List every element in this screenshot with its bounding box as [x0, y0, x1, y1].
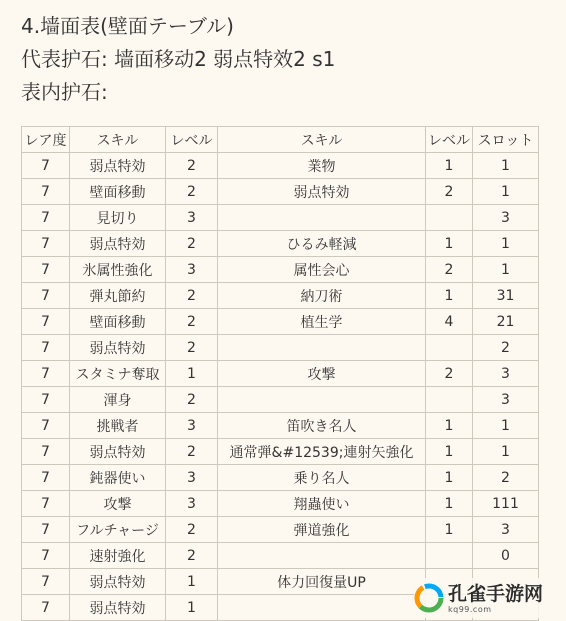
table-row	[22, 335, 539, 361]
cell-skill-1: 壁面移動	[70, 179, 166, 205]
watermark-text-block	[448, 583, 543, 614]
cell-skill-1: 速射強化	[70, 543, 166, 569]
cell-skill-1: 渾身	[70, 387, 166, 413]
cell-level-2: 1	[426, 517, 473, 543]
table-row	[22, 387, 539, 413]
cell-rarity: 7	[22, 439, 70, 465]
column-header-level-2: レベル	[426, 127, 473, 153]
column-header-rarity: レア度	[22, 127, 70, 153]
cell-skill-1: 弾丸節約	[70, 283, 166, 309]
cell-level-1: 3	[166, 257, 218, 283]
cell-skill-1: 弱点特効	[70, 231, 166, 257]
table-row	[22, 361, 539, 387]
cell-slots: 3	[473, 205, 539, 231]
cell-level-1: 3	[166, 465, 218, 491]
cell-skill-1: 弱点特効	[70, 569, 166, 595]
cell-slots: 0	[473, 543, 539, 569]
cell-level-1: 3	[166, 491, 218, 517]
column-header-skill-1: スキル	[70, 127, 166, 153]
cell-level-2: 1	[426, 283, 473, 309]
cell-skill-1: 弱点特効	[70, 595, 166, 621]
cell-skill-2	[218, 205, 426, 231]
cell-rarity: 7	[22, 335, 70, 361]
cell-level-1: 2	[166, 283, 218, 309]
cell-level-2: 2	[426, 257, 473, 283]
cell-skill-2: 弾道強化	[218, 517, 426, 543]
cell-skill-2	[218, 387, 426, 413]
cell-skill-2: 植生学	[218, 309, 426, 335]
table-row	[22, 309, 539, 335]
cell-level-2: 1	[426, 491, 473, 517]
table-row	[22, 439, 539, 465]
cell-skill-2	[218, 335, 426, 361]
cell-rarity: 7	[22, 595, 70, 621]
cell-skill-1: 挑戦者	[70, 413, 166, 439]
cell-rarity: 7	[22, 205, 70, 231]
cell-skill-1: スタミナ奪取	[70, 361, 166, 387]
cell-level-2: 1	[426, 231, 473, 257]
cell-skill-2	[218, 595, 426, 621]
column-header-skill-2: スキル	[218, 127, 426, 153]
cell-skill-1: 弱点特効	[70, 439, 166, 465]
cell-slots: 111	[473, 491, 539, 517]
table-row	[22, 231, 539, 257]
cell-skill-1: 攻撃	[70, 491, 166, 517]
cell-level-1: 1	[166, 361, 218, 387]
watermark-domain: kq99.com	[448, 604, 492, 614]
table-row	[22, 179, 539, 205]
cell-level-1: 2	[166, 439, 218, 465]
cell-level-2: 2	[426, 361, 473, 387]
cell-level-2	[426, 387, 473, 413]
cell-level-2	[426, 543, 473, 569]
cell-level-1: 2	[166, 543, 218, 569]
cell-slots: 1	[473, 257, 539, 283]
cell-skill-1: 弱点特効	[70, 153, 166, 179]
table-row	[22, 283, 539, 309]
cell-skill-2: ひるみ軽減	[218, 231, 426, 257]
cell-rarity: 7	[22, 465, 70, 491]
watermark-name: 孔雀手游网	[448, 582, 544, 605]
cell-skill-2: 笛吹き名人	[218, 413, 426, 439]
cell-skill-2: 攻撃	[218, 361, 426, 387]
cell-skill-2: 体力回復量UP	[218, 569, 426, 595]
cell-skill-2: 業物	[218, 153, 426, 179]
cell-skill-1: 弱点特効	[70, 335, 166, 361]
table-body	[22, 153, 539, 621]
cell-slots: 31	[473, 283, 539, 309]
cell-level-1: 2	[166, 231, 218, 257]
cell-skill-2: 乗り名人	[218, 465, 426, 491]
cell-slots: 3	[473, 361, 539, 387]
cell-level-1: 2	[166, 387, 218, 413]
cell-skill-2: 通常弾&#12539;連射矢強化	[218, 439, 426, 465]
cell-rarity: 7	[22, 361, 70, 387]
cell-level-1: 2	[166, 179, 218, 205]
cell-rarity: 7	[22, 569, 70, 595]
cell-level-1: 2	[166, 517, 218, 543]
cell-skill-1: 見切り	[70, 205, 166, 231]
table-row	[22, 543, 539, 569]
table-header-row	[22, 127, 539, 153]
cell-slots: 2	[473, 465, 539, 491]
cell-skill-2	[218, 543, 426, 569]
cell-rarity: 7	[22, 231, 70, 257]
cell-skill-1: フルチャージ	[70, 517, 166, 543]
site-watermark	[414, 578, 564, 618]
cell-rarity: 7	[22, 543, 70, 569]
cell-level-1: 3	[166, 205, 218, 231]
cell-level-2: 1	[426, 439, 473, 465]
cell-slots: 2	[473, 335, 539, 361]
cell-level-1: 2	[166, 309, 218, 335]
cell-slots: 1	[473, 231, 539, 257]
cell-level-2: 1	[426, 465, 473, 491]
cell-level-2: 4	[426, 309, 473, 335]
cell-slots: 21	[473, 309, 539, 335]
cell-rarity: 7	[22, 257, 70, 283]
cell-slots: 3	[473, 517, 539, 543]
cell-rarity: 7	[22, 491, 70, 517]
cell-skill-1: 氷属性強化	[70, 257, 166, 283]
cell-level-2: 1	[426, 153, 473, 179]
cell-rarity: 7	[22, 283, 70, 309]
cell-slots: 1	[473, 153, 539, 179]
cell-slots: 3	[473, 387, 539, 413]
cell-level-1: 1	[166, 569, 218, 595]
cell-slots: 1	[473, 413, 539, 439]
table-row	[22, 257, 539, 283]
cell-rarity: 7	[22, 517, 70, 543]
cell-rarity: 7	[22, 153, 70, 179]
cell-rarity: 7	[22, 179, 70, 205]
cell-level-2: 1	[426, 413, 473, 439]
cell-skill-2: 属性会心	[218, 257, 426, 283]
peacock-logo-icon	[414, 583, 444, 613]
column-header-level-1: レベル	[166, 127, 218, 153]
heading-block	[21, 14, 335, 113]
cell-level-1: 2	[166, 153, 218, 179]
table-row	[22, 153, 539, 179]
cell-level-1: 1	[166, 595, 218, 621]
table-row	[22, 517, 539, 543]
cell-skill-2: 弱点特効	[218, 179, 426, 205]
inner-charm-label: 表内护石:	[21, 80, 108, 104]
cell-skill-1: 鈍器使い	[70, 465, 166, 491]
cell-rarity: 7	[22, 387, 70, 413]
cell-level-2	[426, 205, 473, 231]
cell-level-1: 2	[166, 335, 218, 361]
cell-skill-2: 翔蟲使い	[218, 491, 426, 517]
cell-level-2: 2	[426, 179, 473, 205]
charm-table-container	[21, 126, 539, 621]
cell-level-2	[426, 335, 473, 361]
charm-table	[21, 126, 539, 621]
cell-slots: 1	[473, 439, 539, 465]
cell-level-1: 3	[166, 413, 218, 439]
page-title: 4.墙面表(壁面テーブル)	[21, 14, 234, 38]
cell-rarity: 7	[22, 413, 70, 439]
table-row	[22, 205, 539, 231]
column-header-slots: スロット	[473, 127, 539, 153]
cell-slots: 1	[473, 179, 539, 205]
representative-charm: 代表护石: 墙面移动2 弱点特效2 s1	[21, 47, 336, 71]
table-row	[22, 491, 539, 517]
cell-skill-2: 納刀術	[218, 283, 426, 309]
table-row	[22, 465, 539, 491]
cell-rarity: 7	[22, 309, 70, 335]
table-row	[22, 413, 539, 439]
cell-skill-1: 壁面移動	[70, 309, 166, 335]
